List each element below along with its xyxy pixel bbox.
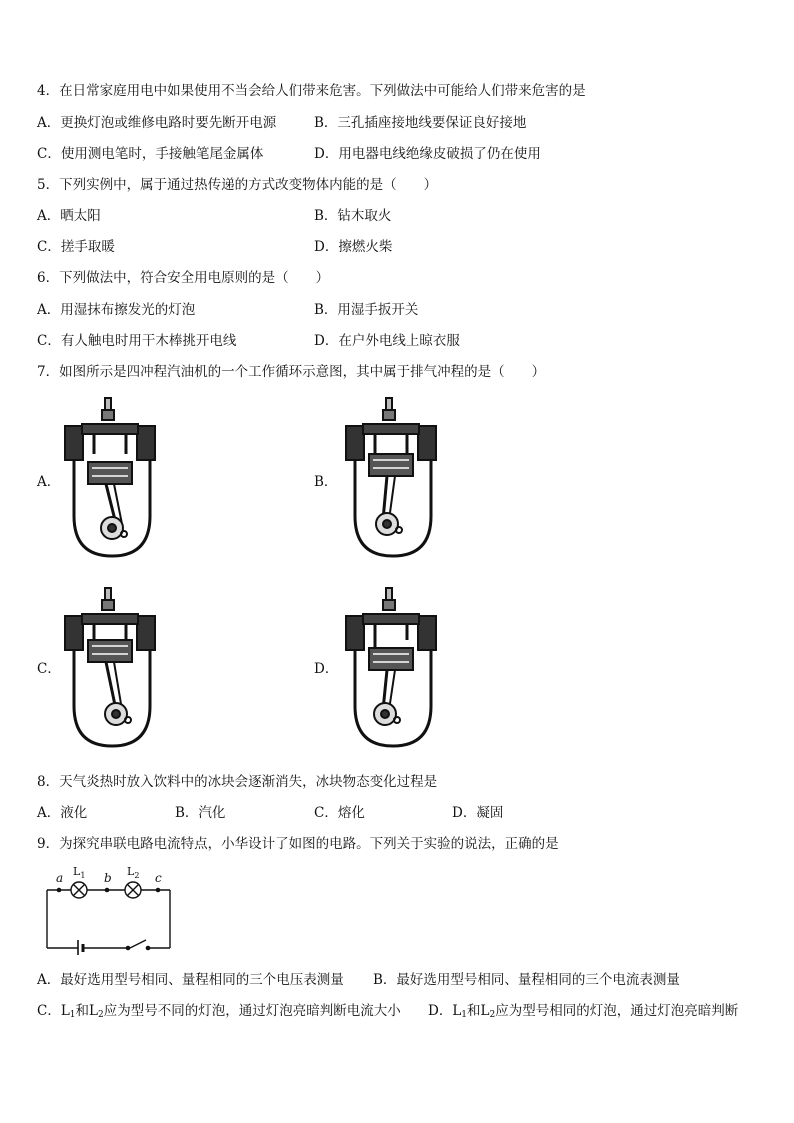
q7-option-d[interactable]: D． <box>314 661 339 677</box>
engine-diagram-a <box>62 396 162 561</box>
q5-option-b[interactable]: B．钻木取火 <box>314 208 392 224</box>
engine-diagram-c <box>62 586 162 751</box>
q9-option-d[interactable] <box>428 1002 738 1024</box>
label-c: c <box>155 871 162 885</box>
q8-option-b[interactable]: B．汽化 <box>175 805 226 821</box>
q6-option-c[interactable]: C．有人触电时用干木棒挑开电线 <box>37 333 237 349</box>
label-a: a <box>56 871 64 885</box>
node-b <box>105 888 110 893</box>
engine-diagram-d <box>343 586 443 751</box>
q9-option-c-post: 应为型号不同的灯泡，通过灯泡亮暗判断电流大小 <box>103 1003 401 1019</box>
label-l2-sub: 2 <box>134 871 140 880</box>
q7-stem: 7．如图所示是四冲程汽油机的一个工作循环示意图，其中属于排气冲程的是（ ） <box>37 364 546 380</box>
label-l1: L <box>73 865 81 878</box>
q7-option-c[interactable]: C． <box>37 661 61 677</box>
svg-text:L2 <box>127 865 139 880</box>
label-l1-sub: 1 <box>80 871 86 880</box>
circuit-diagram <box>40 860 180 955</box>
q5-option-a[interactable]: A．晒太阳 <box>37 208 101 224</box>
q9-option-d-mid: 和L <box>467 1003 490 1019</box>
q4-option-b[interactable]: B．三孔插座接地线要保证良好接地 <box>314 115 527 131</box>
label-b: b <box>104 871 112 885</box>
q9-option-c-mid: 和L <box>75 1003 98 1019</box>
svg-text:L1 <box>73 865 85 880</box>
q9-option-d-post: 应为型号相同的灯泡，通过灯泡亮暗判断 <box>495 1003 739 1019</box>
q5-stem: 5．下列实例中，属于通过热传递的方式改变物体内能的是（ ） <box>37 177 438 193</box>
q8-stem: 8．天气炎热时放入饮料中的冰块会逐渐消失，冰块物态变化过程是 <box>37 774 438 790</box>
q9-option-c-sub1: 1 <box>69 1010 76 1020</box>
q6-stem: 6．下列做法中，符合安全用电原则的是（ ） <box>37 270 330 286</box>
node-c <box>156 888 161 893</box>
q6-option-a[interactable]: A．用湿抹布擦发光的灯泡 <box>37 302 196 318</box>
q4-stem: 4．在日常家庭用电中如果使用不当会给人们带来危害。下列做法中可能给人们带来危害的是 <box>37 83 586 99</box>
q9-option-d-sub1: 1 <box>461 1010 468 1020</box>
q9-option-d-pre: D．L <box>428 1003 462 1019</box>
q8-option-c[interactable]: C．熔化 <box>314 805 365 821</box>
node-a <box>57 888 62 893</box>
q7-option-b[interactable]: B． <box>314 474 338 490</box>
q4-option-d[interactable]: D．用电器电线绝缘皮破损了仍在使用 <box>314 146 541 162</box>
label-l2: L <box>127 865 135 878</box>
q5-option-d[interactable]: D．擦燃火柴 <box>314 239 393 255</box>
q6-option-d[interactable]: D．在户外电线上晾衣服 <box>314 333 460 349</box>
q9-option-c-pre: C．L <box>37 1003 70 1019</box>
q9-option-a[interactable]: A．最好选用型号相同、量程相同的三个电压表测量 <box>37 972 344 988</box>
q8-option-a[interactable]: A．液化 <box>37 805 88 821</box>
q9-option-c[interactable] <box>37 1002 401 1024</box>
q4-option-a[interactable]: A．更换灯泡或维修电路时要先断开电源 <box>37 115 277 131</box>
q4-option-c[interactable]: C．使用测电笔时，手接触笔尾金属体 <box>37 146 264 162</box>
q9-option-b[interactable]: B．最好选用型号相同、量程相同的三个电流表测量 <box>373 972 680 988</box>
q9-option-c-sub2: 2 <box>98 1010 104 1020</box>
q9-option-d-sub2: 2 <box>489 1010 496 1020</box>
q8-option-d[interactable]: D．凝固 <box>452 805 504 821</box>
q9-stem: 9．为探究串联电路电流特点，小华设计了如图的电路。下列关于实验的说法，正确的是 <box>37 836 559 852</box>
q5-option-c[interactable]: C．搓手取暖 <box>37 239 115 255</box>
engine-diagram-b <box>343 396 443 561</box>
q6-option-b[interactable]: B．用湿手扳开关 <box>314 302 419 318</box>
q7-option-a[interactable]: A． <box>37 474 61 490</box>
